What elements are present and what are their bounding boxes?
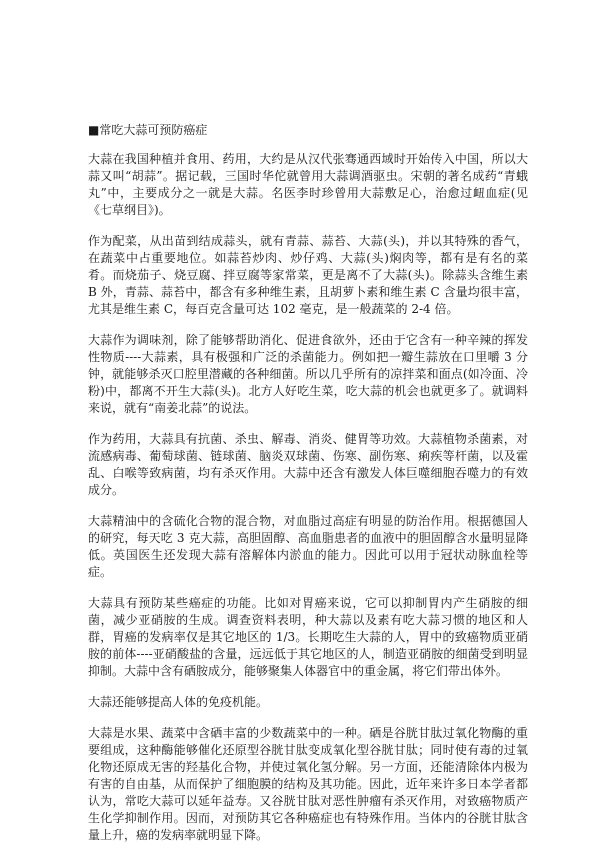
document-title: ■常吃大蒜可预防癌症	[88, 123, 208, 137]
paragraph-seasoning: 大蒜作为调味剂，除了能够帮助消化、促进食欲外，还由于它含有一种辛辣的挥发性物质----大蒜素，具有极强和广泛的杀菌能力。例如把一瓣生蒜放在口里嚼 3 分钟，就能够杀灭口腔里潜藏的各种细菌。所以几乎所有的凉拌菜和面点(如冷面、冷粉)中，都离不开生大蒜(头)。北方人好吃生菜，吃大蒜的机会也就更多了。就调料来说，就有“南姜北蒜”的说法。	[88, 333, 528, 415]
paragraph-medicinal: 作为药用，大蒜具有抗菌、杀虫、解毒、消炎、健胃等功效。大蒜植物杀菌素，对流感病毒、葡萄球菌、链球菌、脑炎双球菌、伤寒、副伤寒、痢疾等杆菌，以及霍乱、白喉等致病菌，均有杀灭作用。大蒜中还含有激发人体巨噬细胞吞噬力的有效成分。	[88, 432, 528, 497]
paragraph-blood-lipids: 大蒜精油中的含硫化合物的混合物，对血脂过高症有明显的防治作用。根据德国人的研究，每天吃 3 克大蒜，高胆固醇、高血脂患者的血液中的胆固醇含水量明显降低。英国医生还发现大蒜有溶解体内淤血的能力。因此可以用于冠状动脉血栓等症。	[88, 514, 528, 579]
paragraph-selenium: 大蒜是水果、蔬菜中含硒丰富的少数蔬菜中的一种。硒是谷胱甘肽过氧化物酶的重要组成，这种酶能够催化还原型谷胱甘肽变成氧化型谷胱甘肽；同时使有毒的过氧化物还原成无害的羟基化合物，并使过氧化氢分解。另一方面，还能清除体内极为有害的自由基，从而保护了细胞膜的结构及其功能。因此，近年来许多日本学者都认为，常吃大蒜可以延年益寿。又谷胱甘肽对恶性肿瘤有杀灭作用，对致癌物质产生化学抑制作用。因而，对预防其它各种癌症也有特殊作用。当体内的谷胱甘肽含量上升，癌的发病率就明显下降。	[88, 726, 528, 842]
paragraph-cancer-prevention: 大蒜具有预防某些癌症的功能。比如对胃癌来说，它可以抑制胃内产生硝胺的细菌，减少亚硝胺的生成。调查资料表明，种大蒜以及素有吃大蒜习惯的地区和人群，胃癌的发病率仅是其它地区的 1/3。长期吃生大蒜的人，胃中的致癌物质亚硝胺的前体----亚硝酸盐的含量，远远低于其它地区的人，制造亚硝胺的细菌受到明显抑制。大蒜中含有硒胺成分，能够聚集人体器官中的重金属，将它们带出体外。	[88, 596, 528, 678]
paragraph-history: 大蒜在我国种植并食用、药用，大约是从汉代张骞通西域时开始传入中国，所以大蒜又叫“胡蒜”。据记载，三国时华佗就曾用大蒜调酒驱虫。宋朝的著名成药“青蛾丸”中，主要成分之一就是大蒜。名医李时珍曾用大蒜敷足心，治愈过衄血症(见《七草纲目》)。	[88, 152, 528, 217]
document-page	[88, 0, 528, 844]
paragraph-immunity: 大蒜还能够提高人体的免疫机能。	[88, 695, 269, 709]
paragraph-side-dish: 作为配菜，从出苗到结成蒜头，就有青蒜、蒜苔、大蒜(头)，并以其特殊的香气，在蔬菜中占重要地位。如蒜苔炒肉、炒仔鸡、大蒜(头)焖肉等，都有是有名的菜肴。而烧茄子、烧豆腐、拌豆腐等家常菜，更是离不了大蒜(头)。除蒜头含维生素 B 外，青蒜、蒜苔中，都含有多种维生素，且胡萝卜素和维生素 C 含量均很丰富，尤其是维生素 C，每百克含量可达 102 毫克，是一般蔬菜的 2-4 倍。	[88, 234, 528, 316]
